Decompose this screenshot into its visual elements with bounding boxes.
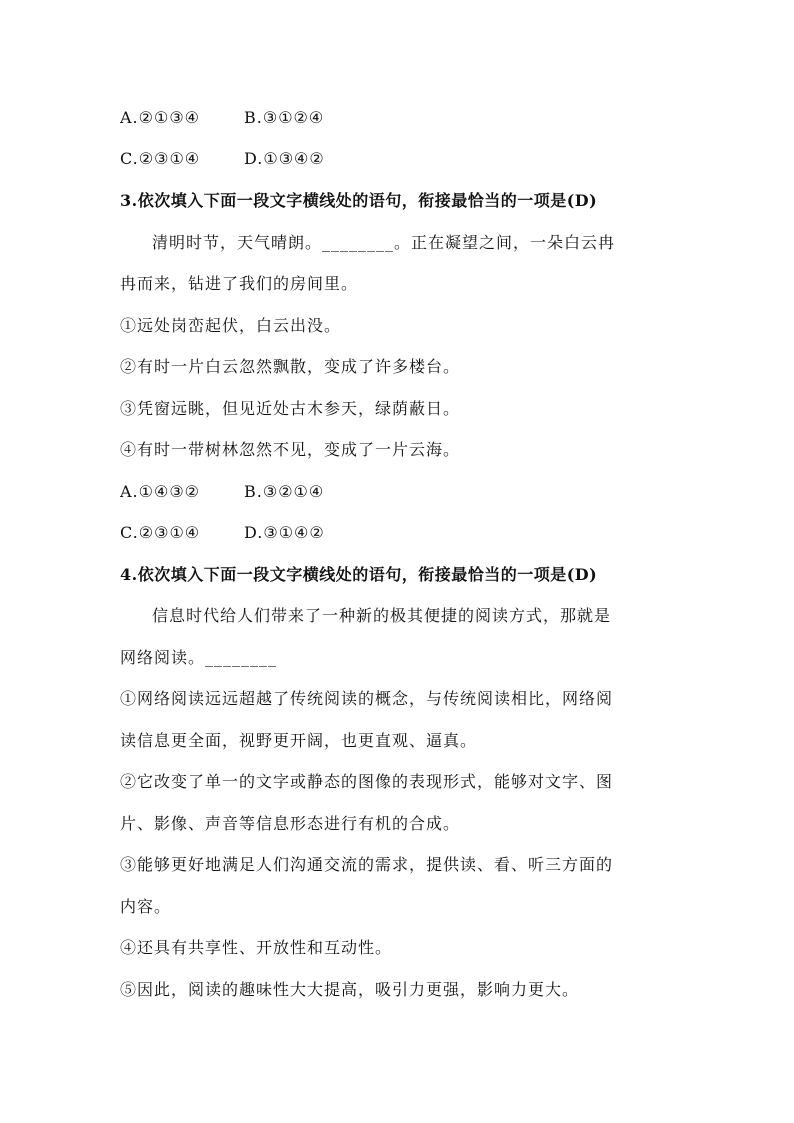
q4-item-2-line-1: ②它改变了单一的文字或静态的图像的表现形式，能够对文字、图 — [120, 772, 614, 791]
q2-option-d: D.①③④② — [244, 149, 325, 168]
q3-option-b: B.③②①④ — [244, 482, 325, 501]
q3-item-1: ①远处岗峦起伏，白云出没。 — [120, 316, 342, 335]
q2-options-row-2 — [120, 149, 680, 169]
q4-item-1-line-2: 读信息更全面，视野更开阔，也更直观、逼真。 — [120, 731, 478, 750]
q3-passage-line-1: 清明时节，天气晴朗。________。正在凝望之间，一朵白云冉 — [152, 233, 616, 252]
q4-item-3-line-1: ③能够更好地满足人们沟通交流的需求，提供读、看、听三方面的 — [120, 855, 614, 874]
q3-option-d: D.③①④② — [244, 523, 325, 542]
q4-item-2-line-2: 片、影像、声音等信息形态进行有机的合成。 — [120, 814, 461, 833]
q2-option-b: B.③①②④ — [244, 108, 325, 127]
q3-option-c: C.②③①④ — [120, 523, 201, 542]
q4-title: 4.依次填入下面一段文字横线处的语句，衔接最恰当的一项是(D) — [120, 565, 598, 584]
q3-options-row-2 — [120, 523, 680, 543]
q2-option-a: A.②①③④ — [120, 108, 201, 127]
q4-item-4: ④还具有共享性、开放性和互动性。 — [120, 938, 393, 957]
q4-passage-line-1: 信息时代给人们带来了一种新的极其便捷的阅读方式，那就是 — [152, 606, 612, 625]
q3-passage-line-2: 冉而来，钻进了我们的房间里。 — [120, 274, 359, 293]
q3-options-row-1 — [120, 482, 680, 502]
q4-item-3-line-2: 内容。 — [120, 897, 172, 916]
q4-item-1-line-1: ①网络阅读远远超越了传统阅读的概念，与传统阅读相比，网络阅 — [120, 689, 614, 708]
q4-item-5: ⑤因此，阅读的趣味性大大提高，吸引力更强，影响力更大。 — [120, 980, 580, 999]
q3-item-2: ②有时一片白云忽然飘散，变成了许多楼台。 — [120, 357, 461, 376]
q4-passage-line-2: 网络阅读。________ — [120, 648, 278, 667]
q3-option-a: A.①④③② — [120, 482, 201, 501]
q2-option-c: C.②③①④ — [120, 149, 201, 168]
q3-title: 3.依次填入下面一段文字横线处的语句，衔接最恰当的一项是(D) — [120, 191, 598, 210]
q2-options-row-1 — [120, 108, 680, 128]
q3-item-3: ③凭窗远眺，但见近处古木参天，绿荫蔽日。 — [120, 399, 461, 418]
q3-item-4: ④有时一带树林忽然不见，变成了一片云海。 — [120, 440, 461, 459]
